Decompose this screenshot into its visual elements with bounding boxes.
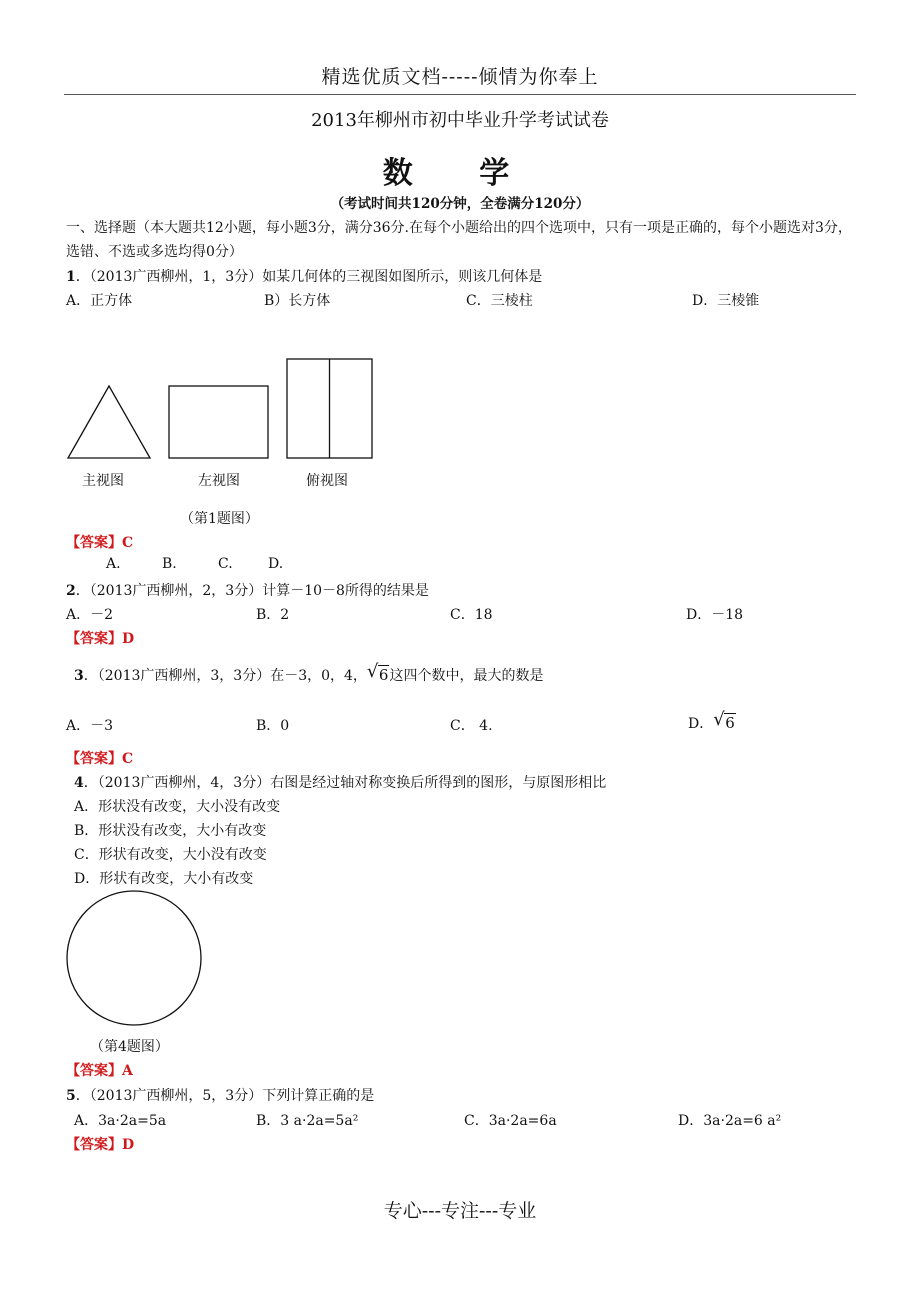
extra-option-d: D. (268, 556, 284, 572)
option-d: D．三棱锥 (692, 293, 760, 309)
option-d: D．－18 (686, 607, 744, 623)
option-b (256, 1110, 358, 1130)
subject-title: 数 学 (382, 156, 538, 191)
question-text: ．（2013广西柳州，1，3分）如某几何体的三视图如图所示，则该几何体是 (75, 269, 543, 285)
option-a: A．形状没有改变，大小没有改变 (74, 799, 281, 815)
front-view-label: 主视图 (82, 473, 124, 489)
page-footer: 专心---专注---专业 (383, 1200, 537, 1222)
question-4 (74, 772, 606, 792)
option-letter: A． (74, 1113, 99, 1129)
question-text: ．（2013广西柳州，5，3分）下列计算正确的是 (75, 1088, 375, 1104)
sqrt-expression: √ 6 (366, 661, 389, 684)
option-a: A．－3 (66, 718, 114, 734)
option-expression: 3a·2a=5a (98, 1113, 167, 1129)
answer-5: 【答案】D (66, 1137, 135, 1153)
extra-option-b: B. (162, 556, 177, 572)
question-5 (66, 1085, 374, 1105)
option-a (74, 1110, 166, 1130)
question-1 (66, 266, 542, 286)
section-intro: 一、选择题（本大题共12小题，每小题3分，满分36分.在每个小题给出的四个选项中，只有一项是正确的，每个小题选对3分，选错、不选或多选均得0分） (66, 220, 852, 260)
question-number: 5 (66, 1088, 76, 1104)
sqrt-radicand: 6 (725, 714, 735, 732)
question-text: ．（2013广西柳州，3，3分）在－3，0，4， (83, 668, 367, 684)
question-number: 4 (74, 775, 84, 791)
option-d: D．形状有改变，大小有改变 (74, 871, 254, 887)
front-view-triangle (66, 384, 152, 460)
extra-option-c: C. (218, 556, 233, 572)
option-b: B．2 (256, 607, 290, 623)
question-text: ．（2013广西柳州，4，3分）右图是经过轴对称变换后所得到的图形，与原图形相比 (83, 775, 607, 791)
question-text-end: 这四个数中，最大的数是 (389, 668, 544, 684)
header-divider (64, 94, 856, 95)
option-letter: D． (678, 1113, 704, 1129)
answer-1: 【答案】C (66, 535, 134, 551)
sqrt-radicand: 6 (378, 666, 389, 684)
answer-4: 【答案】A (66, 1063, 133, 1079)
option-d (688, 709, 736, 733)
page-header-title: 精选优质文档-----倾情为你奉上 (321, 66, 599, 88)
option-a: A．正方体 (66, 293, 133, 309)
option-c: C．18 (450, 607, 493, 623)
question-3 (74, 661, 544, 685)
question-number: 1 (66, 269, 76, 285)
question-text: ．（2013广西柳州，2，3分）计算－10－8所得的结果是 (75, 583, 429, 599)
top-view-label: 俯视图 (306, 473, 348, 489)
side-view-rectangle (168, 384, 270, 460)
question-number: 2 (66, 583, 76, 599)
side-view-label: 左视图 (198, 473, 240, 489)
option-letter: B． (256, 1113, 281, 1129)
option-c: C．三棱柱 (466, 293, 533, 309)
answer-3: 【答案】C (66, 751, 134, 767)
option-a: A．－2 (66, 607, 114, 623)
option-b: B）长方体 (264, 293, 331, 309)
option-d (678, 1110, 781, 1130)
figure-4-caption: （第4题图） (90, 1039, 169, 1055)
extra-option-a: A. (106, 556, 121, 572)
answer-2: 【答案】D (66, 631, 135, 647)
option-expression: 3a·2a=6a (488, 1113, 557, 1129)
question-number: 3 (74, 668, 84, 684)
sqrt-expression: √ 6 (713, 709, 735, 732)
option-letter: C． (464, 1113, 489, 1129)
option-expression: 3a·2a=6 a² (703, 1113, 782, 1129)
option-b: B．0 (256, 718, 290, 734)
circle-figure (66, 890, 204, 1028)
exam-title: 2013年柳州市初中毕业升学考试试卷 (311, 110, 609, 131)
option-d-letter: D． (688, 716, 714, 732)
option-c: C．形状有改变，大小没有改变 (74, 847, 267, 863)
option-c (464, 1110, 557, 1130)
option-c: C． 4. (450, 718, 493, 734)
option-b: B．形状没有改变，大小有改变 (74, 823, 267, 839)
top-view-rectangle (286, 358, 374, 460)
option-expression: 3 a·2a=5a² (280, 1113, 359, 1129)
question-2 (66, 580, 429, 600)
figure-1-caption: （第1题图） (180, 511, 259, 527)
exam-info: （考试时间共120分钟，全卷满分120分） (330, 196, 590, 212)
